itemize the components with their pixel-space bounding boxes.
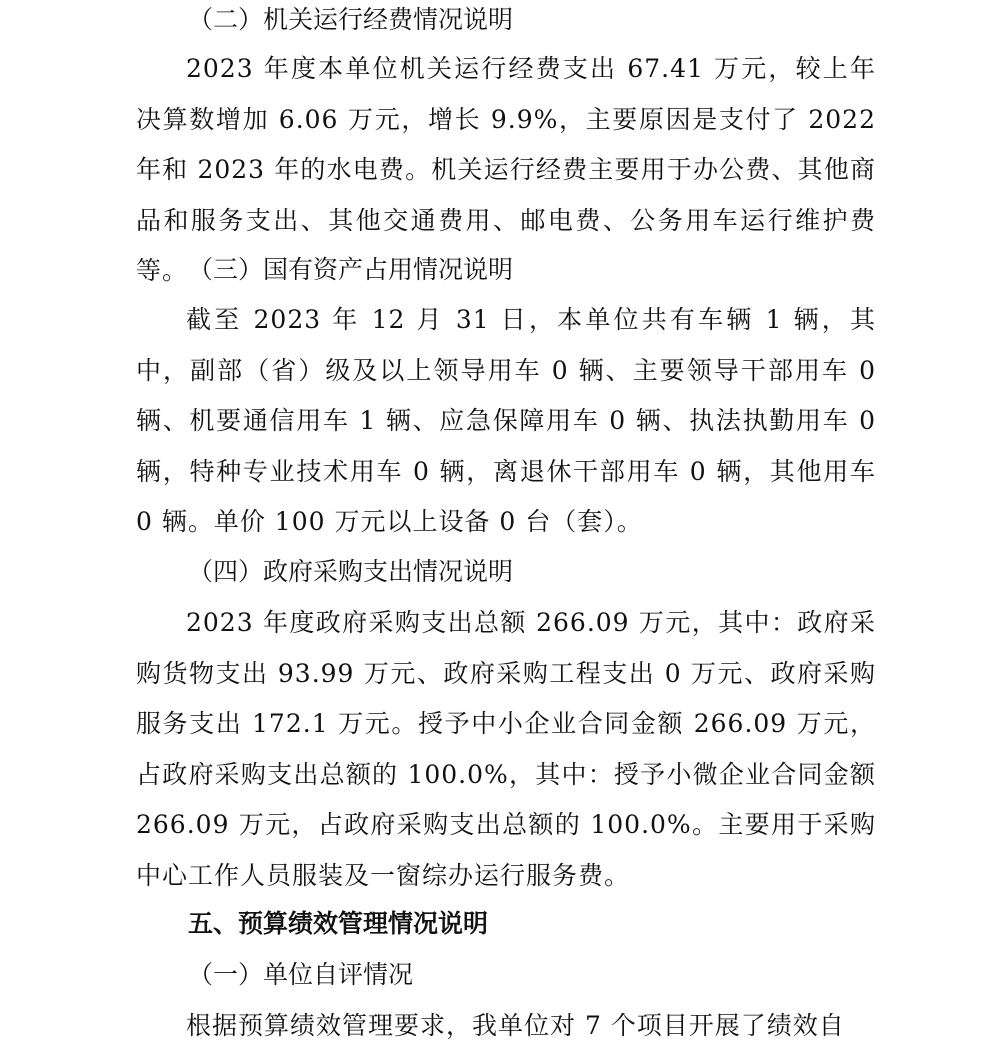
paragraph-self-evaluation: 根据预算绩效管理要求，我单位对 7 个项目开展了绩效自 — [186, 1011, 845, 1040]
paragraph-state-assets: 截至 2023 年 12 月 31 日，本单位共有车辆 1 辆，其中，副部（省）级及以上领导用车 0 辆、主要领导干部用车 0 辆、机要通信用车 1 辆、应急保障用车 0 辆、执法执勤用车 0 辆，特种专业技术用车 0 辆，离退休干部用车 0 辆，其他用车 0 辆。单价 100 万元以上设备 0 台（套）。 — [136, 305, 876, 536]
heading-self-evaluation: （一）单位自评情况 — [188, 960, 414, 989]
heading-government-procurement: （四）政府采购支出情况说明 — [188, 557, 514, 586]
paragraph-government-procurement: 2023 年度政府采购支出总额 266.09 万元，其中：政府采购货物支出 93.99 万元、政府采购工程支出 0 万元、政府采购服务支出 172.1 万元。授予中小企业合同金额 266.09 万元，占政府采购支出总额的 100.0%，其中：授予小微企业合同金额 266.09 万元，占政府采购支出总额的 100.0%。主要用于采购中心工作人员服装及一窗综办运行服务费。 — [136, 608, 876, 890]
paragraph-operating-expenses: 2023 年度本单位机关运行经费支出 67.41 万元，较上年决算数增加 6.06 万元，增长 9.9%，主要原因是支付了 2022 年和 2023 年的水电费。机关运行经费主要用于办公费、其他商品和服务支出、其他交通费用、邮电费、公务用车运行维护费等。 — [136, 54, 876, 285]
section-title-performance-management: 五、预算绩效管理情况说明 — [188, 909, 489, 938]
heading-state-assets: （三）国有资产占用情况说明 — [188, 255, 514, 284]
heading-operating-expenses: （二）机关运行经费情况说明 — [188, 5, 514, 34]
